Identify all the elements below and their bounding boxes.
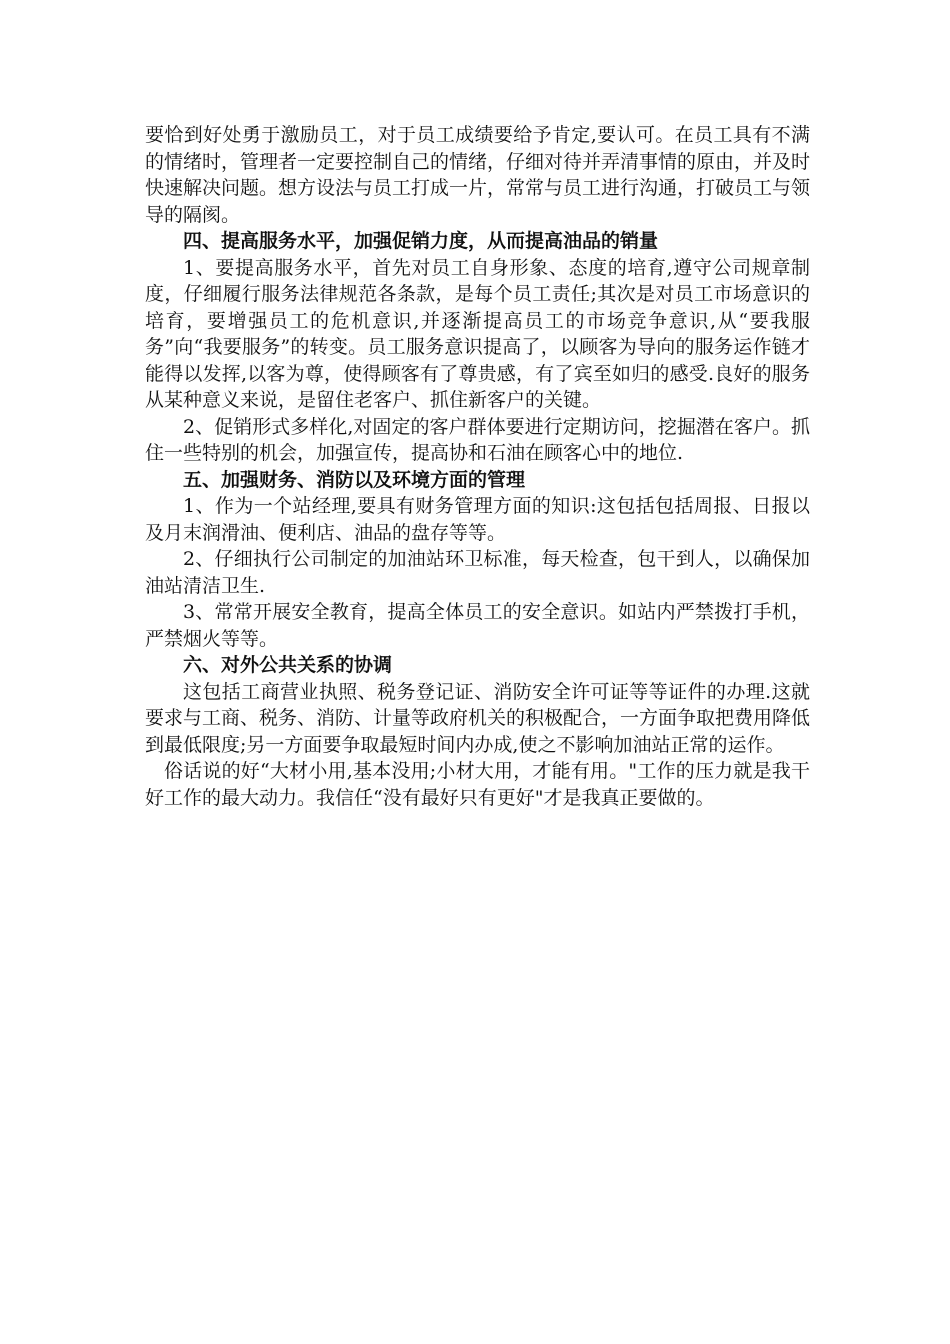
document-body xyxy=(145,122,810,811)
paragraph-promotion: 2、促销形式多样化,对固定的客户群体要进行定期访问，挖掘潜在客户。抓住一些特别的机会，加强宣传，提高协和石油在顾客心中的地位. xyxy=(145,415,810,464)
paragraph-service-level: 1、要提高服务水平，首先对员工自身形象、态度的培育,遵守公司规章制度，仔细履行服务法律规范各条款，是每个员工责任;其次是对员工市场意识的培育，要增强员工的危机意识,并逐渐提高员工的市场竞争意识,从“要我服务”向“我要服务”的转变。员工服务意识提高了，以顾客为导向的服务运作链才能得以发挥,以客为尊，使得顾客有了尊贵感，有了宾至如归的感受.良好的服务从某种意义来说，是留住老客户、抓住新客户的关键。 xyxy=(145,256,810,411)
paragraph-safety: 3、常常开展安全教育，提高全体员工的安全意识。如站内严禁拨打手机，严禁烟火等等。 xyxy=(145,601,810,650)
paragraph-closing: 俗话说的好“大材小用,基本没用;小材大用，才能有用。"工作的压力就是我干好工作的最大动力。我信任“没有最好只有更好"才是我真正要做的。 xyxy=(145,760,810,809)
paragraph-public-relations: 这包括工商营业执照、税务登记证、消防安全许可证等等证件的办理.这就要求与工商、税务、消防、计量等政府机关的积极配合，一方面争取把费用降低到最低限度;另一方面要争取最短时间内办成,使之不影响加油站正常的运作。 xyxy=(145,680,811,756)
section-heading-5: 五、加强财务、消防以及环境方面的管理 xyxy=(183,468,526,491)
paragraph-finance: 1、作为一个站经理,要具有财务管理方面的知识:这包括包括周报、日报以及月末润滑油、便利店、油品的盘存等等。 xyxy=(145,495,810,544)
section-heading-6: 六、对外公共关系的协调 xyxy=(183,654,393,676)
section-heading-4: 四、提高服务水平，加强促销力度，从而提高油品的销量 xyxy=(183,230,659,252)
paragraph-employee-motivation: 要恰到好处勇于激励员工，对于员工成绩要给予肯定,要认可。在员工具有不满的情绪时，管理者一定要控制自己的情绪，仔细对待并弄清事情的原由，并及时快速解决问题。想方设法与员工打成一片，常常与员工进行沟通，打破员工与领导的隔阂。 xyxy=(145,124,811,226)
paragraph-sanitation: 2、仔细执行公司制定的加油站环卫标准，每天检查，包干到人，以确保加油站清洁卫生. xyxy=(145,548,810,597)
